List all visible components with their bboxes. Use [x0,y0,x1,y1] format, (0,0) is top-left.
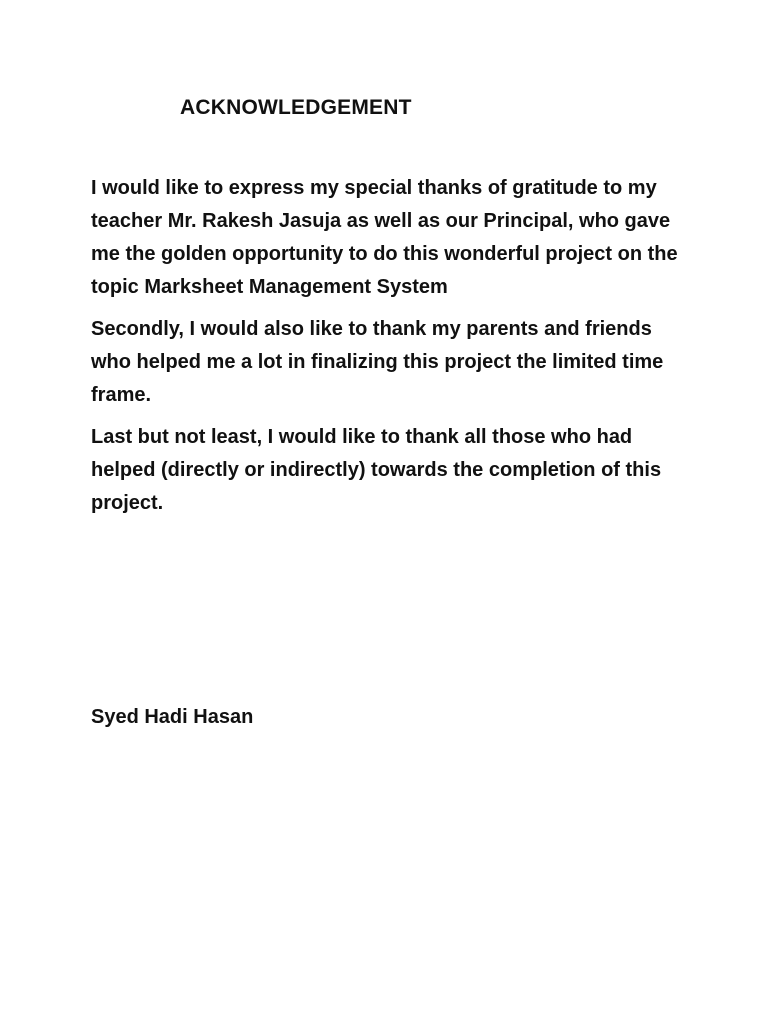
author-signature: Syed Hadi Hasan [91,706,254,728]
page-title: ACKNOWLEDGEMENT [180,96,412,119]
paragraph-thanks-teacher: I would like to express my special thanks of gratitude to my teacher Mr. Rakesh Jasuja as well as our Principal, who gave me the golden opportunity to do this wonderful project on the topic Marksheet Management System [91,177,678,298]
paragraph-thanks-parents: Secondly, I would also like to thank my parents and friends who helped me a lot in finalizing this project the limited time frame. [91,318,664,406]
acknowledgement-body [91,172,691,529]
paragraph-thanks-all: Last but not least, I would like to thank all those who had helped (directly or indirectly) towards the completion of this project. [91,426,662,514]
